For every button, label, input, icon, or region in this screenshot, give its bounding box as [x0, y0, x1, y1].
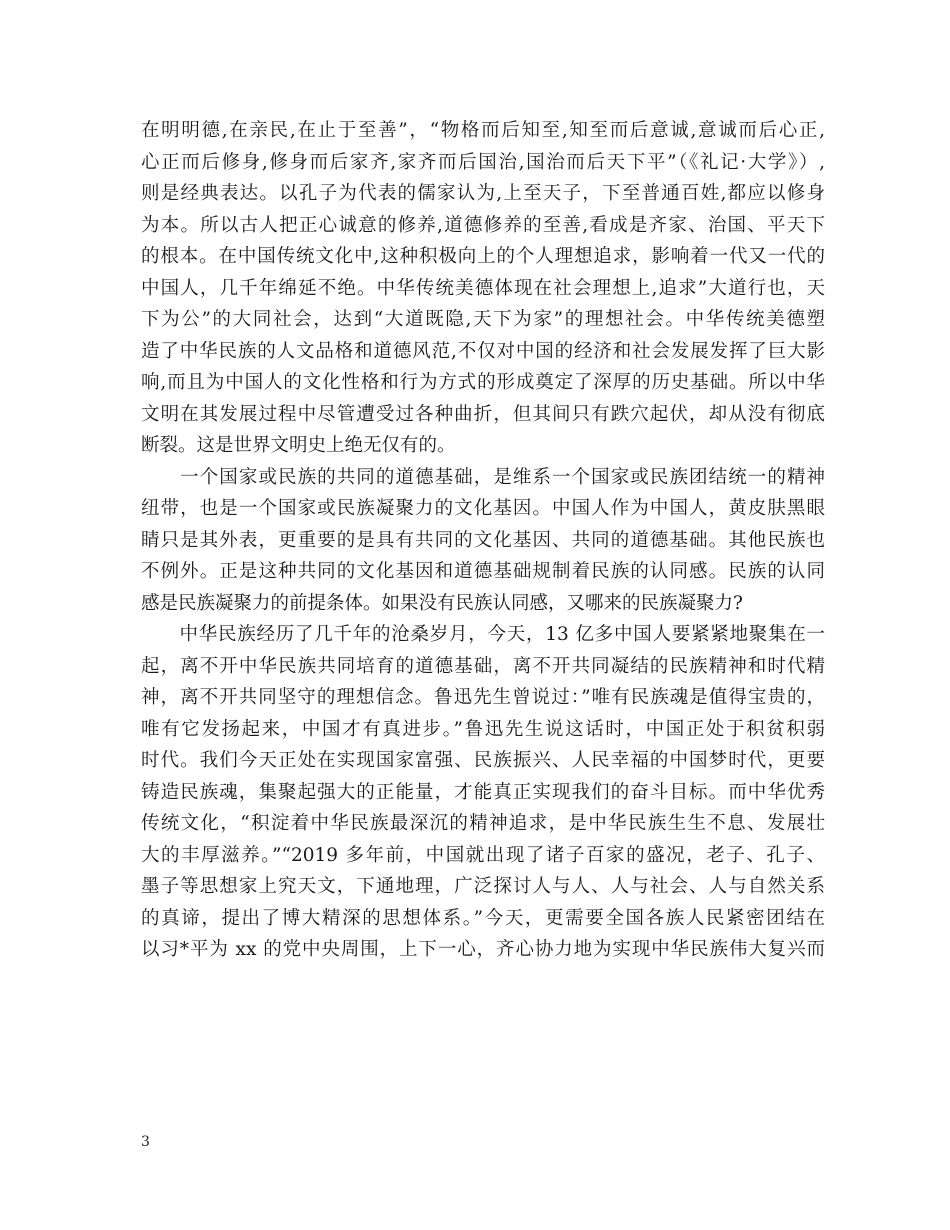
text-line: 传统文化，“积淀着中华民族最深沉的精神追求，是中华民族生生不息、发展壮 — [141, 813, 825, 834]
paragraph — [141, 619, 825, 966]
text-line: 墨子等思想家上究天文，下通地理，广泛探讨人与人、人与社会、人与自然关系 — [141, 876, 825, 897]
text-line: 时代。我们今天正处在实现国家富强、民族振兴、人民幸福的中国梦时代，更要 — [141, 750, 825, 771]
text-line: 下为公”的大同社会，达到“大道既隐,天下为家”的理想社会。中华传统美德塑 — [141, 309, 825, 330]
text-line: 中华民族经历了几千年的沧桑岁月，今天，13 亿多中国人要紧紧地聚集在一 — [141, 624, 825, 645]
text-line: 造了中华民族的人文品格和道德风范,不仅对中国的经济和社会发展发挥了巨大影 — [141, 340, 825, 362]
text-line: 为本。所以古人把正心诚意的修养,道德修养的至善,看成是齐家、治国、平天下 — [141, 214, 825, 236]
text-line: 的根本。在中国传统文化中,这种积极向上的个人理想追求，影响着一代又一代的 — [141, 246, 825, 267]
text-line: 断裂。这是世界文明史上绝无仅有的。 — [141, 435, 456, 456]
text-line: 神，离不开共同坚守的理想信念。鲁迅先生曾说过：”唯有民族魂是值得宝贵的， — [141, 687, 825, 708]
text-line: 的真谛，提出了博大精深的思想体系。”今天，更需要全国各族人民紧密团结在 — [141, 907, 825, 929]
text-line: 铸造民族魂，集聚起强大的正能量，才能真正实现我们的奋斗目标。而中华优秀 — [141, 781, 825, 803]
text-line: 响,而且为中国人的文化性格和行为方式的形成奠定了深厚的历史基础。所以中华 — [141, 372, 825, 393]
text-line: 感是民族凝聚力的前提条体。如果没有民族认同感，又哪来的民族凝聚力? — [141, 592, 743, 614]
text-line: 不例外。正是这种共同的文化基因和道德基础规制着民族的认同感。民族的认同 — [141, 561, 825, 582]
text-line: 大的丰厚滋养。”“2019 多年前，中国就出现了诸子百家的盛况，老子、孔子、 — [141, 844, 825, 866]
text-line: 起，离不开中华民族共同培育的道德基础，离不开共同凝结的民族精神和时代精 — [141, 655, 825, 677]
text-line: 唯有它发扬起来，中国才有真进步。”鲁迅先生说这话时，中国正处于积贫积弱 — [141, 718, 825, 740]
paragraph — [141, 115, 825, 462]
body-text — [141, 115, 825, 966]
text-line: 纽带，也是一个国家或民族凝聚力的文化基因。中国人作为中国人，黄皮肤黑眼 — [141, 498, 825, 519]
text-line: 中国人，几千年绵延不绝。中华传统美德体现在社会理想上,追求”大道行也，天 — [141, 277, 825, 299]
text-line: 心正而后修身,修身而后家齐,家齐而后国治,国治而后天下平”（《礼记·大学》）, — [141, 151, 825, 173]
page-number: 3 — [141, 1134, 150, 1150]
text-line: 一个国家或民族的共同的道德基础，是维系一个国家或民族团结统一的精神 — [141, 466, 825, 488]
text-line: 睛只是其外表，更重要的是具有共同的文化基因、共同的道德基础。其他民族也 — [141, 529, 825, 551]
text-line: 文明在其发展过程中尽管遭受过各种曲折，但其间只有跌穴起伏，却从没有彻底 — [141, 403, 825, 425]
text-line: 以习*平为 xx 的党中央周围，上下一心，齐心协力地为实现中华民族伟大复兴而 — [141, 939, 825, 960]
paragraph — [141, 462, 825, 620]
text-line: 在明明德,在亲民,在止于至善”，“物格而后知至,知至而后意诚,意诚而后心正, — [141, 120, 825, 141]
text-line: 则是经典表达。以孔子为代表的儒家认为,上至天子，下至普通百姓,都应以修身 — [141, 183, 825, 204]
